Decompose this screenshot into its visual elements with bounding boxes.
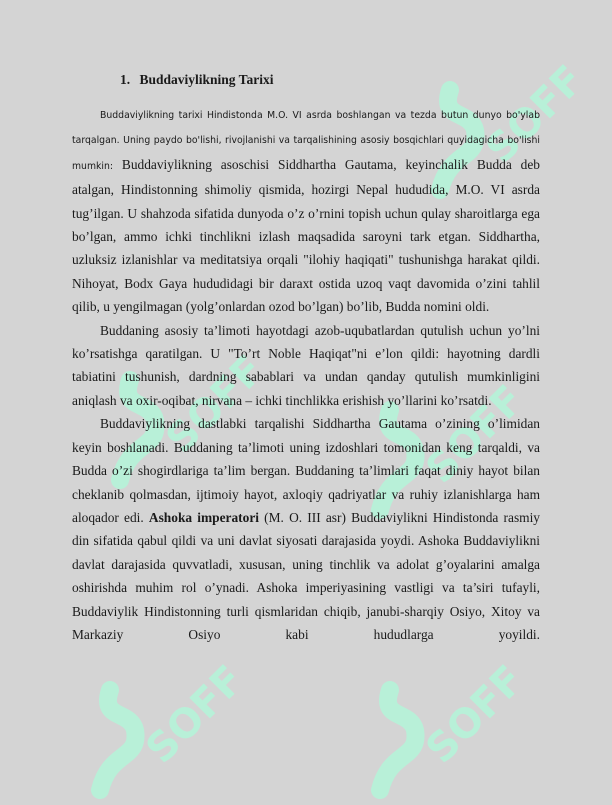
paragraph-1 xyxy=(72,102,540,319)
watermark-text: SOFF xyxy=(157,346,274,463)
watermark-text: SOFF xyxy=(417,376,534,493)
paragraph-3-bold: Ashoka imperatori xyxy=(148,509,259,525)
watermark-logo-bottom-left xyxy=(80,640,254,800)
paragraph-3-after: (M. O. III asr) Buddaviylikni Hindistonda rasmiy din sifatida qabul qildi va uni davlat siyosati darajasida yoydi. Ashoka Buddaviylikni davlat darajasida quvvatladi, xususan, uning tinchlik va adolat g’oyalarini amalga oshirishda muhim rol o’ynadi. Ashoka imperiyasining vastligi va ta’siri tufayli, Buddaviylik Hindistonning turli qismlaridan chiqib, janubi-sharqiy Osiyo, Xitoy va Markaziy Osiyo kabi hududlarga yoyildi. xyxy=(72,509,540,642)
watermark-text: SOFF xyxy=(417,656,534,773)
paragraph-1-intro: Buddaviylikning tarixi Hindistonda M.O. VI asrda boshlangan va tezda butun dunyo bo'ylab tarqalgan. Uning paydo bo'lishi, rivojlanishi va tarqalishining asosiy bosqichlari quyidagicha bo'lishi mumkin: xyxy=(72,110,540,172)
paragraph-3-before: Buddaviylikning dastlabki tarqalishi Siddhartha Gautama o’zining o’limidan keyin boshlanadi. Buddaning ta’limoti uning izdoshlari tomonidan keng tarqaldi, va Budda o’zi shogirdlariga ta’lim bergan. Buddaning ta’limlari faqat diniy hayot bilan cheklanib qolmasdan, ijtimoiy hayot, axloqiy qadriyatlar va ruhiy izlanishlarga ham aloqador edi. xyxy=(72,416,540,525)
paragraph-2: Buddaning asosiy ta’limoti hayotdagi azob-uqubatlardan qutulish uchun yo’lni ko’rsatishga qaratilgan. U "To’rt Noble Haqiqat"ni e’lon qildi: hayotning dardli tabiatini tushunish, dardning sabablari va undan qanday qutulish mumkinligini aniqlash va oxir-oqibat, nirvana – ichki tinchlikka erishish yo’llarini ko’rsatdi. xyxy=(72,322,540,408)
section-title: Buddaviylikning Tarixi xyxy=(139,72,274,87)
document-body xyxy=(72,72,540,646)
watermark-text: SOFF xyxy=(137,656,254,773)
paragraph-3 xyxy=(72,412,540,646)
paragraph-1-body: Buddaviylikning asoschisi Siddhartha Gautama, keyinchalik Budda deb atalgan, Hindistonning shimoliy qismida, hozirgi Nepal hududida, M.O. VI asrda tug’ilgan. U shahzoda sifatida dunyoda o’z o’rnini topish uchun qulay sharoitlarga ega bo’lgan, ammo ichki tinchlikni izlash maqsadida saroyni tark etgan. Siddhartha, uzluksiz izlanishlar va meditatsiya orqali "ilohiy haqiqati" tushunishga harakat qildi. Nihoyat, Bodx Gaya hududidagi bir daraxt ostida uzoq vaqt davomida o’zini tahlil qilib, u yengilmagan (yolg’onlardan ozod bo’lgan) bo’lib, Budda nomini oldi. xyxy=(72,156,540,315)
section-number: 1. xyxy=(120,72,131,87)
section-heading xyxy=(120,72,540,88)
watermark-logo-bottom-right xyxy=(360,640,534,800)
watermark-text: SOFF xyxy=(477,56,594,173)
